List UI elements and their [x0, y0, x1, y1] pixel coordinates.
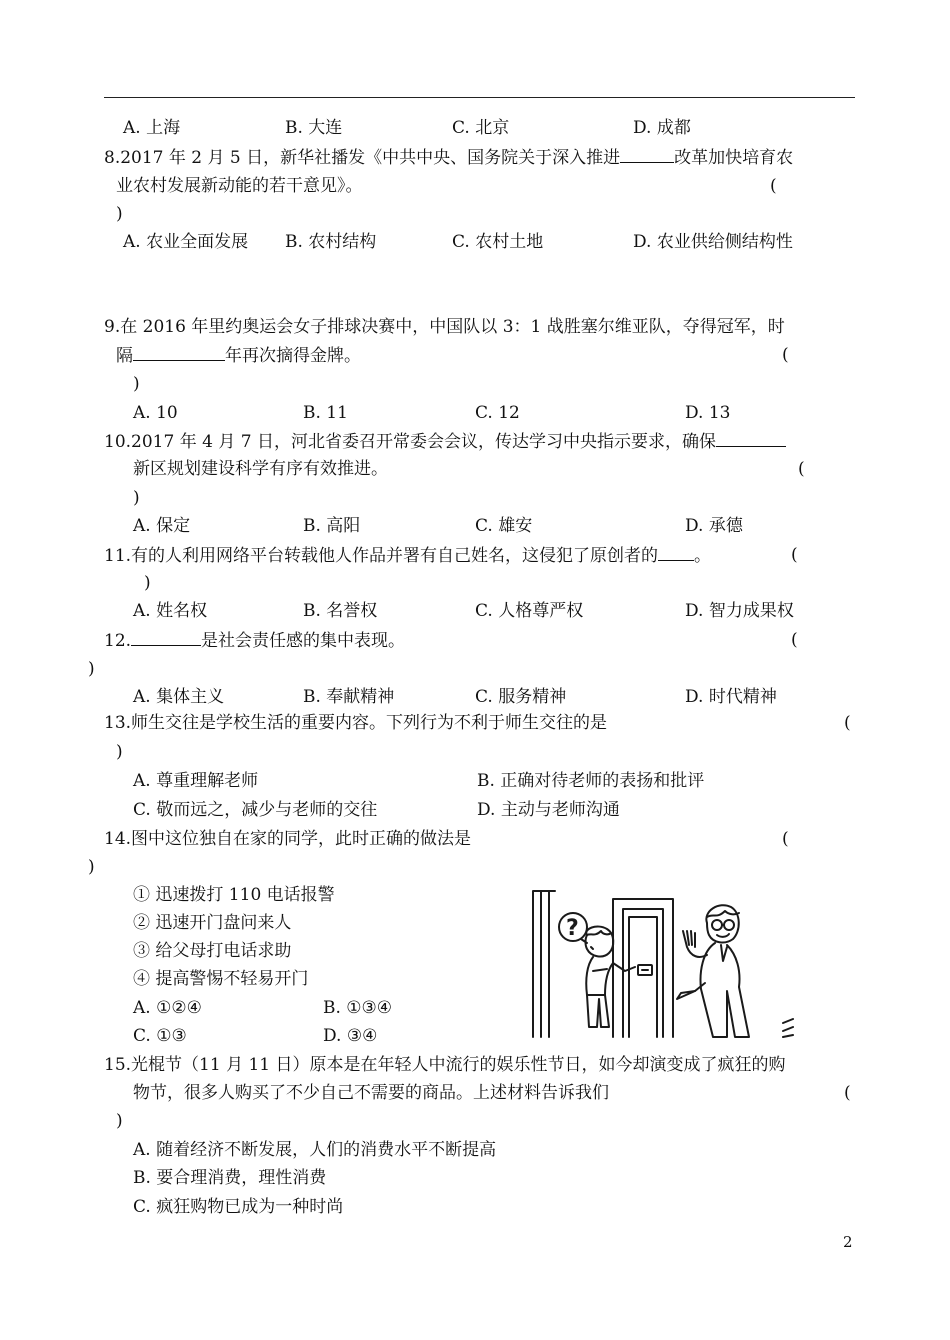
question-number: 10.	[104, 432, 132, 452]
q12-option-a: A. 集体主义	[133, 687, 225, 707]
q14-item-2: ② 迅速开门盘问来人	[133, 913, 292, 933]
q11-stem-line1: 11.有的人利用网络平台转载他人作品并署有自己姓名，这侵犯了原创者的 。	[104, 546, 712, 566]
q10-option-a: A. 保定	[133, 516, 191, 536]
door-scene-illustration	[531, 887, 794, 1042]
answer-paren-open: (	[798, 459, 805, 479]
q9-stem-line2: 隔 年再次摘得金牌。	[116, 346, 361, 366]
page-number: 2	[843, 1233, 853, 1251]
q10-stem-line2: 新区规划建设科学有序有效推进。	[133, 459, 388, 479]
question-number: 8.	[104, 148, 121, 168]
q13-stem-line1: 13.师生交往是学校生活的重要内容。下列行为不利于师生交往的是	[104, 713, 608, 733]
answer-paren-close: )	[144, 573, 151, 593]
q13-option-b: B. 正确对待老师的表扬和批评	[477, 771, 705, 791]
answer-paren-open: (	[770, 176, 777, 196]
question-number: 14.	[104, 829, 132, 849]
q11-option-c: C. 人格尊严权	[475, 601, 584, 621]
answer-paren-close: )	[133, 374, 140, 394]
q12-option-b: B. 奉献精神	[303, 687, 395, 707]
q8-option-b: B. 农村结构	[285, 232, 377, 252]
q10-option-b: B. 高阳	[303, 516, 361, 536]
q14-option-c: C. ①③	[133, 1026, 187, 1046]
q8-option-c: C. 农村土地	[452, 232, 544, 252]
q15-option-a: A. 随着经济不断发展，人们的消费水平不断提高	[133, 1140, 497, 1160]
question-number: 15.	[104, 1055, 132, 1075]
q10-option-d: D. 承德	[685, 516, 743, 536]
q13-option-a: A. 尊重理解老师	[133, 771, 259, 791]
q7-option-a: A. 上海	[123, 118, 181, 138]
q9-option-b: B. 11	[303, 403, 348, 423]
q14-item-3: ③ 给父母打电话求助	[133, 941, 292, 961]
q8-option-a: A. 农业全面发展	[123, 232, 249, 252]
answer-blank	[658, 544, 694, 561]
q11-option-b: B. 名誉权	[303, 601, 378, 621]
question-mark-label: ?	[566, 916, 579, 941]
q13-option-c: C. 敬而远之，减少与老师的交往	[133, 800, 378, 820]
answer-paren-close: )	[116, 742, 123, 762]
q15-stem-line1: 15.光棍节（11 月 11 日）原本是在年轻人中流行的娱乐性节日，如今却演变成了疯狂的购	[104, 1055, 786, 1075]
q10-option-c: C. 雄安	[475, 516, 533, 536]
question-number: 11.	[104, 546, 132, 566]
q14-illustration	[531, 887, 794, 1042]
answer-paren-close: )	[88, 659, 95, 679]
answer-paren-open: (	[844, 1083, 851, 1103]
q14-option-d: D. ③④	[323, 1026, 378, 1046]
q8-stem-line1: 8.2017 年 2 月 5 日，新华社播发《中共中央、国务院关于深入推进 改革加快培育农	[104, 148, 794, 168]
q12-option-d: D. 时代精神	[685, 687, 777, 707]
question-number: 13.	[104, 713, 132, 733]
q13-option-d: D. 主动与老师沟通	[477, 800, 620, 820]
q10-stem-line1: 10.2017 年 4 月 7 日，河北省委召开常委会会议，传达学习中央指示要求，确保	[104, 430, 786, 453]
header-rule	[104, 97, 855, 98]
answer-paren-open: (	[782, 345, 789, 365]
q14-option-a: A. ①②④	[133, 998, 202, 1018]
q14-item-1: ① 迅速拨打 110 电话报警	[133, 885, 335, 905]
q8-stem-line2: 业农村发展新动能的若干意见》。	[116, 176, 363, 196]
question-number: 9.	[104, 317, 121, 337]
q9-stem-line1: 9.在 2016 年里约奥运会女子排球决赛中，中国队以 3：1 战胜塞尔维亚队，夺得冠军，时	[104, 317, 785, 337]
question-number: 12.	[104, 631, 132, 651]
answer-blank	[131, 629, 201, 646]
q15-option-b: B. 要合理消费，理性消费	[133, 1168, 327, 1188]
answer-paren-close: )	[88, 857, 95, 877]
q9-option-d: D. 13	[685, 403, 731, 423]
q14-option-b: B. ①③④	[323, 998, 393, 1018]
answer-paren-open: (	[782, 829, 789, 849]
answer-blank	[716, 430, 786, 447]
q15-stem-line2: 物节，很多人购买了不少自己不需要的商品。上述材料告诉我们	[133, 1083, 609, 1103]
q7-option-d: D. 成都	[633, 118, 691, 138]
answer-paren-open: (	[791, 545, 798, 565]
answer-paren-close: )	[116, 204, 123, 224]
q11-option-d: D. 智力成果权	[685, 601, 794, 621]
answer-paren-open: (	[791, 630, 798, 650]
answer-paren-close: )	[116, 1111, 123, 1131]
answer-blank	[133, 344, 225, 361]
q7-option-b: B. 大连	[285, 118, 343, 138]
q7-option-c: C. 北京	[452, 118, 510, 138]
q8-option-d: D. 农业供给侧结构性	[633, 232, 793, 252]
q14-stem-line1: 14.图中这位独自在家的同学，此时正确的做法是	[104, 829, 472, 849]
q12-stem-line1: 12. 是社会责任感的集中表现。	[104, 631, 406, 651]
q15-option-c: C. 疯狂购物已成为一种时尚	[133, 1197, 344, 1217]
q14-item-4: ④ 提高警惕不轻易开门	[133, 969, 309, 989]
answer-paren-close: )	[133, 488, 140, 508]
q12-option-c: C. 服务精神	[475, 687, 567, 707]
q9-option-a: A. 10	[133, 403, 178, 423]
answer-blank	[620, 146, 674, 163]
q9-option-c: C. 12	[475, 403, 520, 423]
answer-paren-open: (	[844, 713, 851, 733]
q11-option-a: A. 姓名权	[133, 601, 208, 621]
